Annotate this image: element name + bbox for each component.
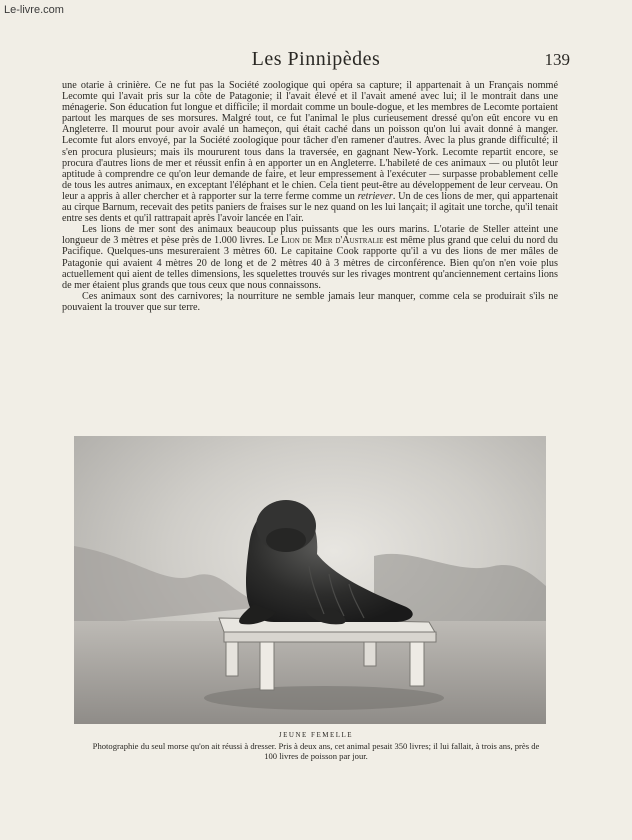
figure-caption: Photographie du seul morse qu'on ait réussi à dresser. Pris à deux ans, cet animal pesait 350 livres; il lui fallait, à trois ans, près de 100 livres de poisson par jour.	[92, 741, 540, 761]
text-run: une otarie à crinière. Ce ne fut pas la Société zoologique qui opéra sa capture; il appartenait à un Français nommé Lecomte qui l'avait pris sur la côte de Patagonie; il l'avait élevé et il l'avait amené avec lui; il le montrait dans une ménagerie. Son éducation fut longue et difficile; il mordait comme un boule-dogue, et les membres de Lecomte portaient partout les marques de ses morsures. Malgré tout, ce fut l'animal le plus curieusement dressé qu'on eût encore vu en Angleterre. Il mourut pour avoir avalé un hameçon, qui était caché dans un poisson qu'on lui avait donné à manger. Lecomte fut alors envoyé, par la Société zoologique pour tâcher d'en ramener d'autres. Avec la plus grande difficulté; il s'en procura plusieurs; mais ils moururent tous dans la traversée, en gagnant New-York. Lecomte repartit encore, se procura d'autres lions de mer et réussit enfin à en apporter un en Angleterre. L'habileté de ces animaux — ou plutôt leur aptitude à comprendre ce qu'on leur demande de faire, et leur empressement à l'exécuter — surpasse probablement celle de tous les autres animaux, en exceptant l'éléphant et le chien. Cela tient peut-être au développement de leur cerveau. On leur a appris à aller chercher et à rapporter sur la terre ferme comme un	[62, 80, 558, 202]
text-run: Lion de Mer d'Australie	[281, 235, 384, 247]
walrus-photograph	[74, 436, 546, 724]
paragraph	[62, 224, 558, 291]
text-run: . Un de ces lions de mer, qui appartenait au cirque Barnum, recevait des petits paniers de fraises sur le nez quand on les lui lançait; il agitait une torche, qu'il tenait entre ses dents et qu'il rattrapait après l'avoir lancée en l'air.	[62, 190, 559, 225]
running-title: Les Pinnipèdes	[251, 48, 381, 70]
page-number: 139	[544, 50, 570, 69]
body-text	[62, 80, 558, 313]
text-run: retriever	[357, 190, 393, 202]
text-run: Ces animaux sont des carnivores; la nourriture ne semble jamais leur manquer, comme cela se produirait s'ils ne pouvaient la trouver que sur terre.	[62, 290, 558, 313]
figure-title: JEUNE FEMELLE	[278, 731, 354, 739]
watermark: Le-livre.com	[4, 4, 64, 16]
walrus-illustration	[74, 436, 546, 724]
text-run: est même plus grand que celui du nord du Pacifique. Quelques-uns mesureraient 3 mètres 60. Le capitaine Cook rapporte qu'il a vu des lions de mer mâles de Patagonie qui avaient 4 mètres 20 de long et de 2 mètres 40 à 3 mètres de circonférence. Bien qu'on n'en voie plus actuellement qui aient de telles dimensions, les squelettes trouvés sur les rivages montrent qu'anciennement certains lions de mer étaient plus grands que tous ceux que nous connaissons.	[62, 235, 559, 291]
text-run: Les lions de mer sont des animaux beaucoup plus puissants que les ours marins. L'otarie de Steller atteint une longueur de 3 mètres et pèse près de 1.000 livres. Le	[62, 224, 558, 247]
paragraph	[62, 80, 558, 224]
paragraph	[62, 291, 558, 313]
